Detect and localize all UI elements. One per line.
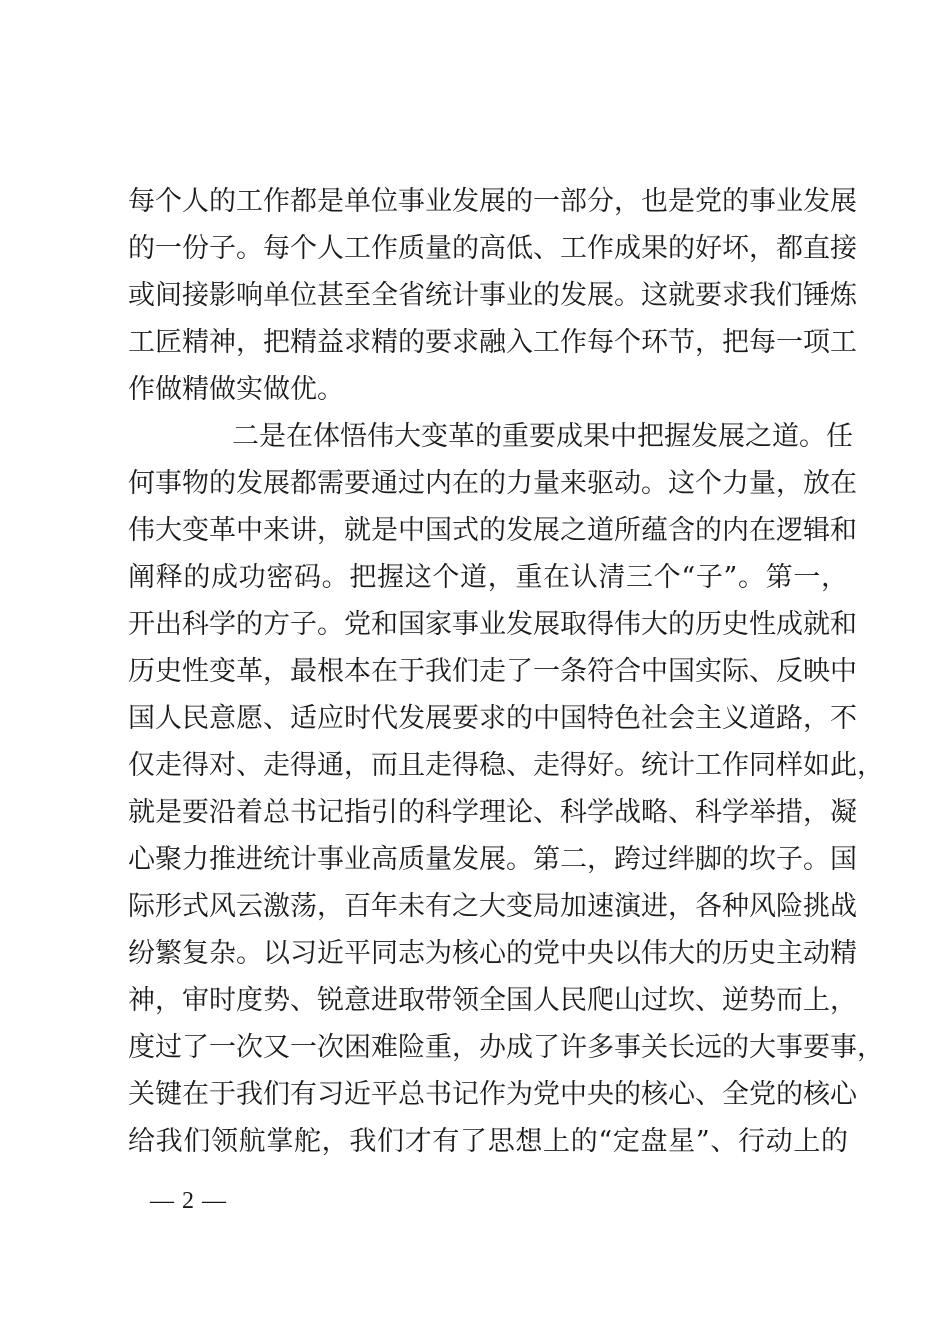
text-line: 度过了一次又一次困难险重，办成了许多事关长远的大事要事， [128, 1032, 884, 1063]
text-line: 作做精做实做优。 [128, 374, 344, 405]
text-line: 工匠精神，把精益求精的要求融入工作每个环节，把每一项工 [128, 327, 857, 358]
text-line: 每个人的工作都是单位事业发展的一部分，也是党的事业发展 [128, 186, 857, 217]
paragraph-2 [128, 413, 884, 1165]
text-line: 开出科学的方子。党和国家事业发展取得伟大的历史性成就和 [128, 609, 857, 640]
paragraph-1 [128, 178, 857, 413]
text-line: 心聚力推进统计事业高质量发展。第二，跨过绊脚的坎子。国 [128, 844, 857, 875]
text-line: 何事物的发展都需要通过内在的力量来驱动。这个力量，放在 [128, 468, 857, 499]
text-line: 历史性变革，最根本在于我们走了一条符合中国实际、反映中 [128, 656, 857, 687]
text-line: 或间接影响单位甚至全省统计事业的发展。这就要求我们锤炼 [128, 280, 857, 311]
text-line: 的一份子。每个人工作质量的高低、工作成果的好坏，都直接 [128, 233, 857, 264]
text-line: 伟大变革中来讲，就是中国式的发展之道所蕴含的内在逻辑和 [128, 515, 857, 546]
text-line: 纷繁复杂。以习近平同志为核心的党中央以伟大的历史主动精 [128, 938, 857, 969]
text-line: 关键在于我们有习近平总书记作为党中央的核心、全党的核心 [128, 1079, 857, 1110]
text-line: 际形式风云激荡，百年未有之大变局加速演进，各种风险挑战 [128, 891, 857, 922]
text-line: 仅走得对、走得通，而且走得稳、走得好。统计工作同样如此， [128, 750, 884, 781]
text-line: 国人民意愿、适应时代发展要求的中国特色社会主义道路，不 [128, 703, 857, 734]
text-line: 阐释的成功密码。把握这个道，重在认清三个“子”。第一， [128, 562, 848, 593]
text-line: 给我们领航掌舵，我们才有了思想上的“定盘星”、行动上的 [128, 1126, 848, 1157]
page-number: — 2 — [150, 1188, 227, 1214]
text-line: 神，审时度势、锐意进取带领全国人民爬山过坎、逆势而上， [128, 985, 857, 1016]
text-line: 就是要沿着总书记指引的科学理论、科学战略、科学举措，凝 [128, 797, 857, 828]
text-line: 二是在体悟伟大变革的重要成果中把握发展之道。任 [232, 421, 853, 452]
body-text [128, 178, 884, 1165]
